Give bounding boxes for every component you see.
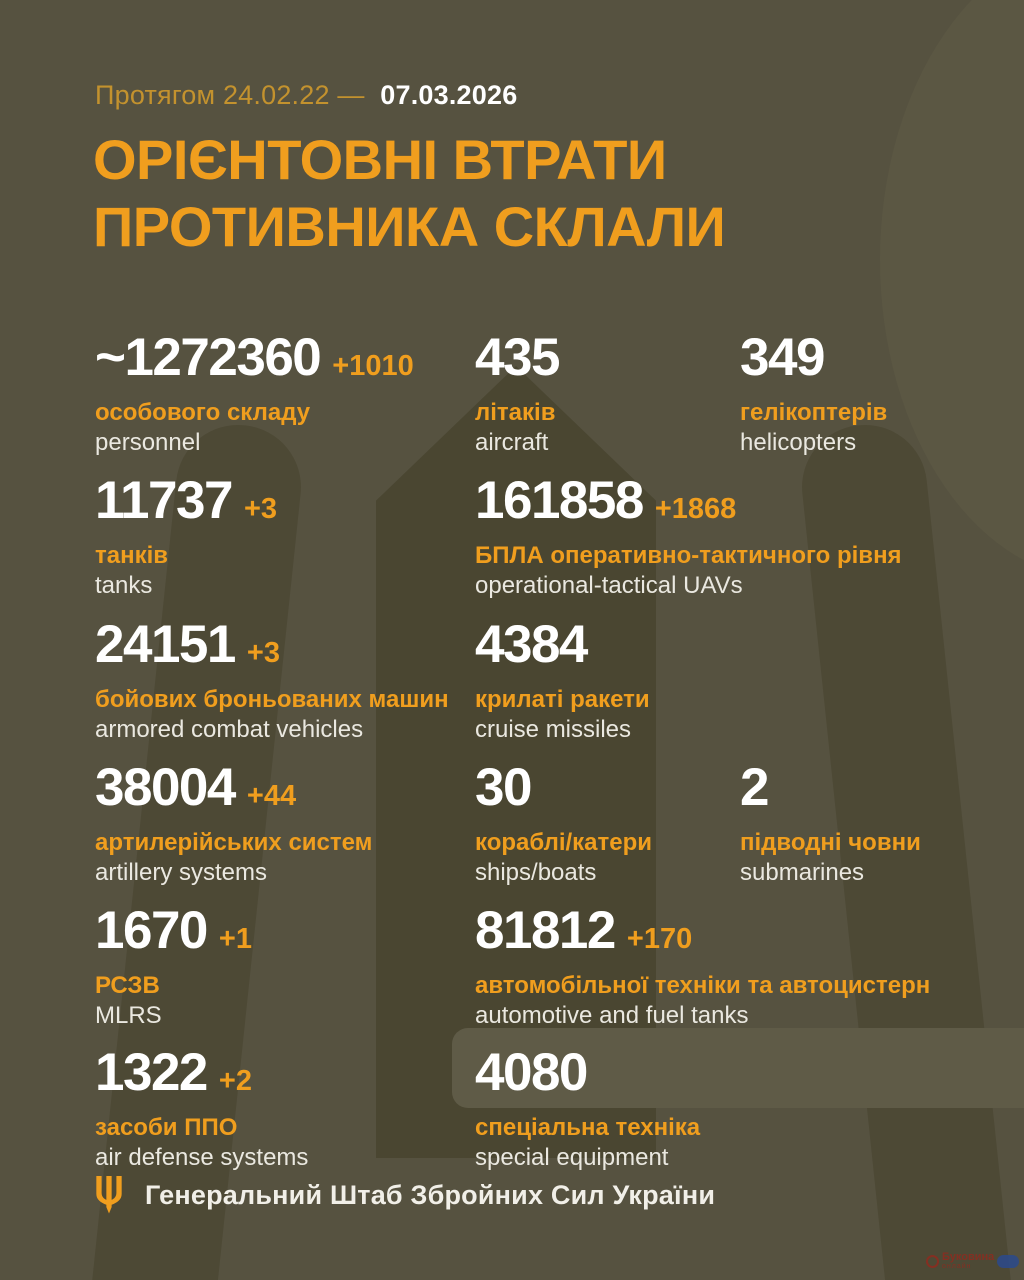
stat-label-en: operational-tactical UAVs [475,572,743,599]
stat-number: 4080 [475,1043,587,1102]
stat-label-ua: автомобільної техніки та автоцистерн [475,972,931,999]
report-date: 07.03.2026 [380,80,518,110]
watermark-text [942,1252,994,1270]
stat-label-ua: літаків [475,399,556,426]
stat-label-en: submarines [740,859,865,886]
stat-label-ua: БПЛА оперативно-тактичного рівня [475,542,902,569]
stat-uavs [475,472,902,600]
stat-delta: +2 [218,1065,252,1097]
stat-number: ~1272360 [95,328,321,387]
stat-tanks [95,472,277,600]
stat-value [95,472,277,538]
stat-label-ua: артилерійських систем [95,829,373,856]
report-period [95,80,517,111]
stat-label-en: cruise missiles [475,716,632,743]
watermark-emblem-icon [926,1255,939,1268]
period-prefix: Протягом 24.02.22 — [95,80,365,110]
stat-number: 4384 [475,615,587,674]
stat-label-en: helicopters [740,429,857,456]
stat-label-ua: особового складу [95,399,311,426]
stat-label-en: personnel [95,429,201,456]
stat-delta: +1 [218,923,252,955]
stat-label-ua: підводні човни [740,829,921,856]
footer [95,1176,715,1214]
stat-label-en: automotive and fuel tanks [475,1002,749,1029]
watermark-badge-icon [997,1255,1019,1268]
stat-delta: +3 [246,637,280,669]
stat-artillery [95,759,372,887]
watermark-line1: Буковина [942,1251,995,1263]
stat-number: 24151 [95,615,235,674]
stat-label-ua: гелікоптерів [740,399,888,426]
stat-label-en: armored combat vehicles [95,716,364,743]
stat-label-en: ships/boats [475,859,597,886]
stat-label-ua: РСЗВ [95,972,160,999]
stat-number: 81812 [475,901,615,960]
stat-value [95,1044,308,1110]
title-line-1: ОРІЄНТОВНІ ВТРАТИ [93,128,667,191]
stat-value [740,759,921,825]
stat-label-en: air defense systems [95,1144,309,1171]
stat-label-en: tanks [95,572,153,599]
title-line-2: ПРОТИВНИКА СКЛАЛИ [93,195,726,258]
stat-helicopters [740,329,887,457]
stat-number: 38004 [95,758,235,817]
stat-delta: +44 [246,780,297,812]
stat-number: 1322 [95,1043,207,1102]
stat-label-ua: крилаті ракети [475,686,650,713]
stat-label-ua: танків [95,542,169,569]
stat-submarines [740,759,921,887]
stat-value [95,329,414,395]
stat-value [475,472,902,538]
stat-ships [475,759,652,887]
stat-value [95,759,372,825]
stat-number: 30 [475,758,531,817]
stat-value [475,902,930,968]
stat-personnel [95,329,414,457]
stat-delta: +3 [243,493,278,525]
stat-delta: +1010 [332,350,414,382]
stat-label-en: special equipment [475,1144,669,1171]
stat-armored-vehicles [95,616,449,744]
stat-special-equipment [475,1044,700,1172]
stat-label-ua: засоби ППО [95,1114,238,1141]
page-title [93,126,725,260]
stat-label-en: MLRS [95,1002,162,1029]
stat-number: 349 [740,328,824,387]
stat-value [475,759,652,825]
stat-value [475,329,571,395]
stat-value [95,902,252,968]
stat-value [740,329,887,395]
stat-aircraft [475,329,571,457]
stat-number: 11737 [95,471,232,530]
stat-cruise-missiles [475,616,650,744]
stat-automotive [475,902,930,1030]
watermark-line2: онлайн [942,1263,972,1270]
stat-delta: +1868 [654,493,737,525]
stat-value [95,616,449,682]
stat-label-ua: спеціальна техніка [475,1114,701,1141]
stat-delta: +170 [626,923,693,955]
stat-value [475,1044,700,1110]
watermark [926,1246,1018,1276]
stat-mlrs [95,902,252,1030]
source-label: Генеральний Штаб Збройних Сил України [145,1179,716,1210]
trident-icon [95,1176,123,1214]
stat-label-en: aircraft [475,429,549,456]
stat-number: 2 [740,758,768,817]
stat-label-ua: кораблі/катери [475,829,653,856]
stat-label-en: artillery systems [95,859,268,886]
stat-label-ua: бойових броньованих машин [95,686,449,713]
stat-number: 1670 [95,901,207,960]
stat-value [475,616,650,682]
stat-air-defense [95,1044,308,1172]
stat-number: 435 [475,328,559,387]
stat-number: 161858 [475,471,643,530]
